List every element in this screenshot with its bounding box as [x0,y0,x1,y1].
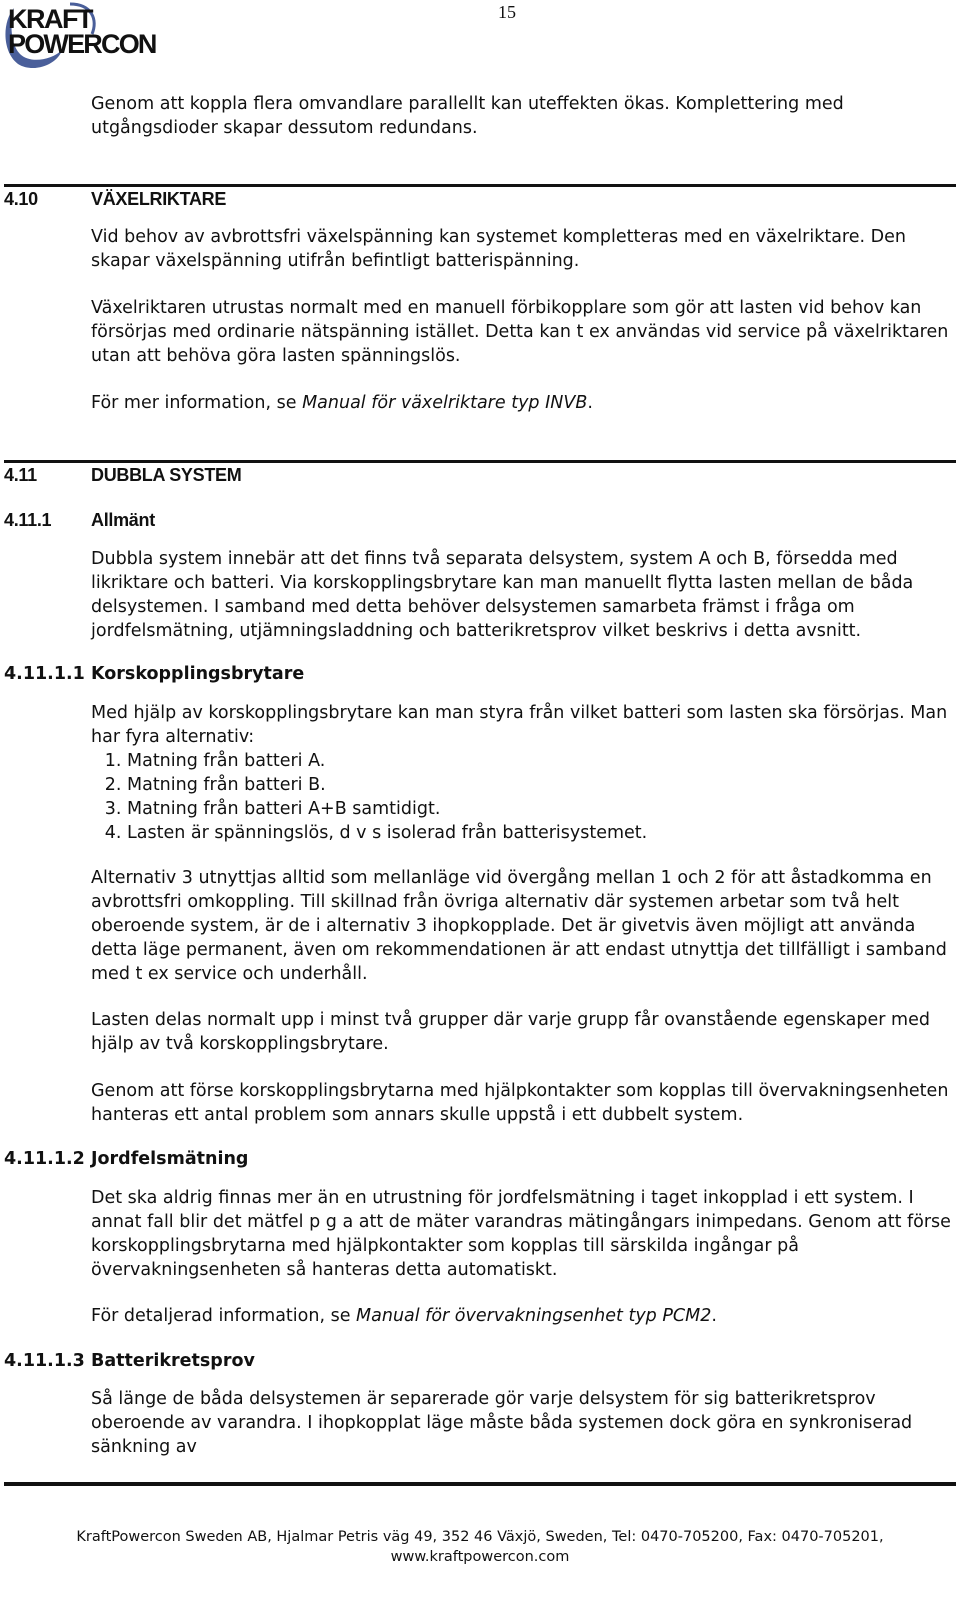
list-item: 2. Matning från batteri B. [127,773,951,797]
subsubsection-title: Jordfelsmätning [91,1149,249,1169]
page-footer [0,1527,960,1567]
paragraph: Genom att förse korskopplingsbrytarna med hjälpkontakter som kopplas till övervakningsenheten hanteras ett antal problem som annars skulle uppstå i ett dubbelt system. [91,1081,949,1125]
subsubsection-title: Korskopplingsbrytare [91,664,305,684]
alternatives-list [91,749,951,845]
paragraph: Alternativ 3 utnyttjas alltid som mellanläge vid övergång mellan 1 och 2 för att åstadkomma en avbrottsfri omkoppling. Till skillnad från övriga alternativ där systemen arbetar som två helt oberoende system, är de i alternativ 3 ihopkopplade. Det är givetvis även möjligt att använda detta läge permanent, även om rekommendationen är att endast utnyttja det tillfälligt i samband med t ex service och underhåll. [91,868,947,984]
subsubsection-heading-4-11-1-2 [4,1149,248,1169]
section-number: 4.10 [4,189,38,209]
list-item: 3. Matning från batteri A+B samtidigt. [127,797,951,821]
company-logo [0,0,175,72]
logo-text-kraft: KRAFT [8,4,92,34]
section-divider [4,184,956,187]
list-item: 4. Lasten är spänningslös, d v s isolerad från batterisystemet. [127,821,951,845]
subsubsection-title: Batterikretsprov [91,1351,255,1371]
list-item: 1. Matning från batteri A. [127,749,951,773]
subsection-heading-4-11-1 [4,510,155,531]
section-divider [4,460,956,463]
subsection-title: Allmänt [91,510,155,530]
intro-paragraph: Genom att koppla flera omvandlare parallellt kan uteffekten ökas. Komplettering med utgångsdioder skapar dessutom redundans. [91,94,844,138]
manual-reference: Manual för övervakningsenhet typ PCM2 [356,1306,712,1326]
section-number: 4.11 [4,465,37,485]
page-number: 15 [498,2,516,22]
footer-website: www.kraftpowercon.com [390,1549,570,1565]
subsection-number: 4.11.1 [4,510,52,530]
footer-address: KraftPowercon Sweden AB, Hjalmar Petris väg 49, 352 46 Växjö, Sweden, Tel: 0470-705200, Fax: 0470-705201, [76,1529,884,1545]
section-heading-4-10 [4,189,226,210]
section-title: DUBBLA SYSTEM [91,465,242,485]
subsubsection-number: 4.11.1.2 [4,1149,85,1169]
section-title: VÄXELRIKTARE [91,189,227,209]
subsubsection-heading-4-11-1-3 [4,1351,255,1371]
paragraph-reference: För detaljerad information, se Manual för övervakningsenhet typ PCM2. [91,1306,717,1326]
subsubsection-number: 4.11.1.3 [4,1351,85,1371]
subsubsection-heading-4-11-1-1 [4,664,304,684]
paragraph: Vid behov av avbrottsfri växelspänning kan systemet kompletteras med en växelriktare. Den skapar växelspänning utifrån befintligt batterispänning. [91,227,906,271]
paragraph: Lasten delas normalt upp i minst två grupper där varje grupp får ovanstående egenskaper med hjälp av två korskopplingsbrytare. [91,1010,930,1054]
paragraph: Växelriktaren utrustas normalt med en manuell förbikopplare som gör att lasten vid behov kan försörjas med ordinarie nätspänning istället. Detta kan t ex användas vid service på växelriktaren utan att behöva göra lasten spänningslös. [91,298,949,366]
paragraph: Dubbla system innebär att det finns två separata delsystem, system A och B, försedda med likriktare och batteri. Via korskopplingsbrytare kan man manuellt flytta lasten mellan de båda delsystemen. I samband med detta behöver delsystemen samarbeta främst i fråga om jordfelsmätning, utjämningsladdning och batterikretsprov vilket beskrivs i detta avsnitt. [91,549,914,641]
section-heading-4-11 [4,465,241,486]
paragraph: Med hjälp av korskopplingsbrytare kan man styra från vilket batteri som lasten ska försörjas. Man har fyra alternativ: [91,703,948,747]
subsubsection-number: 4.11.1.1 [4,664,85,684]
logo-text-powercon: POWERCON [8,29,156,59]
paragraph: Det ska aldrig finnas mer än en utrustning för jordfelsmätning i taget inkopplad i ett system. I annat fall blir det mätfel p g a att de mäter varandras mätingångars inimpedans. Genom att förse korskopplingsbrytarna med hjälpkontakter som kopplas till särskilda ingångar på övervakningsenheten så hanteras detta automatiskt. [91,1188,951,1280]
footer-divider [4,1482,956,1486]
paragraph-reference: För mer information, se Manual för växelriktare typ INVB. [91,393,593,413]
manual-reference: Manual för växelriktare typ INVB [302,393,588,413]
paragraph: Så länge de båda delsystemen är separerade gör varje delsystem för sig batterikretsprov oberoende av varandra. I ihopkopplat läge måste båda systemen dock göra en synkroniserad sänkning av [91,1389,913,1457]
